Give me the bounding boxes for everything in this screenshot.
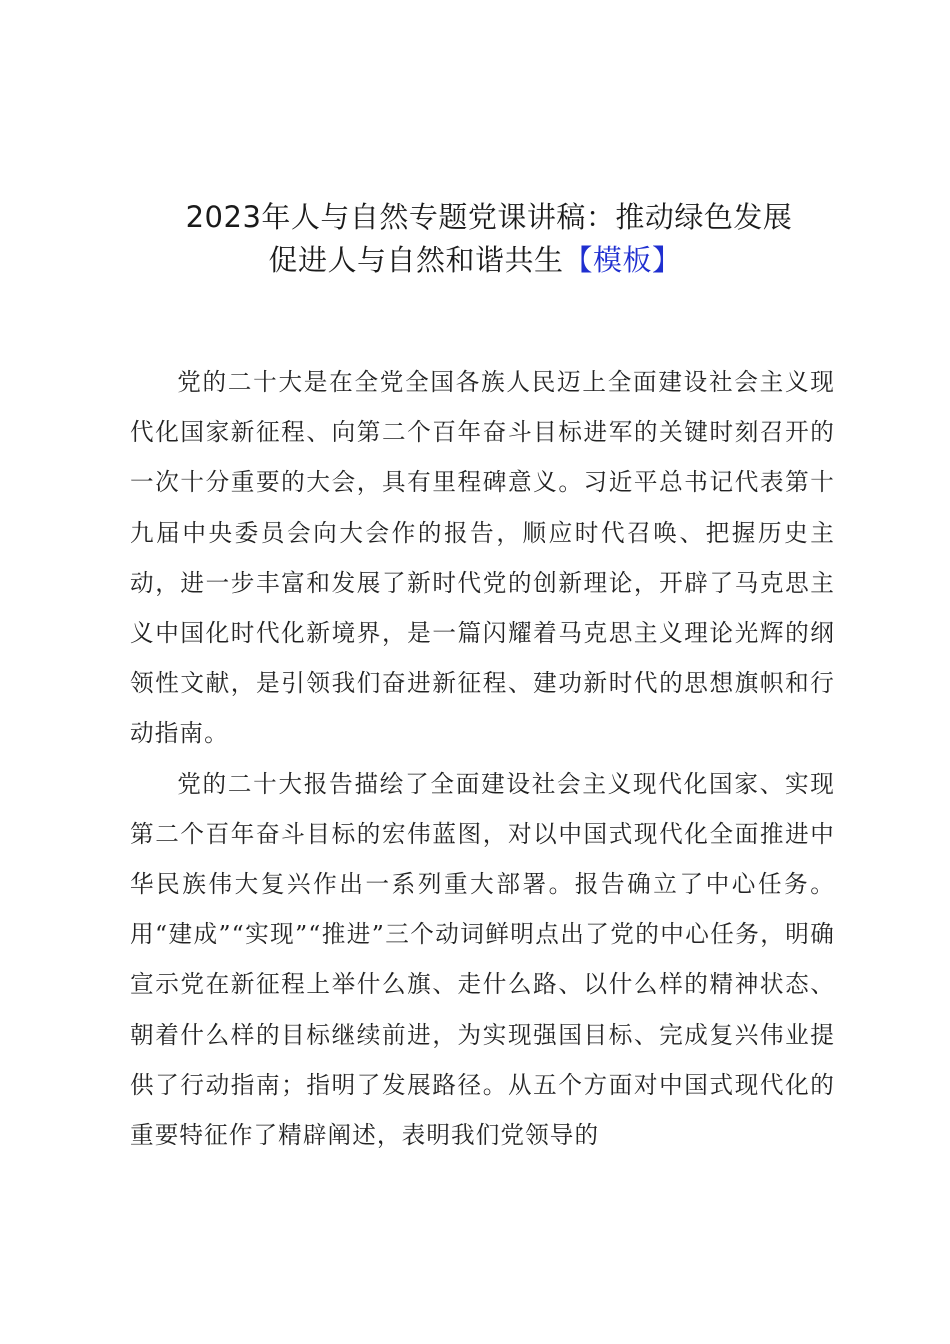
title-line-2-text: 促进人与自然和谐共生	[268, 243, 564, 277]
template-tag: 【模板】	[563, 243, 682, 277]
paragraph-2: 党的二十大报告描绘了全面建设社会主义现代化国家、实现第二个百年奋斗目标的宏伟蓝图，对以中国式现代化全面推进中华民族伟大复兴作出一系列重大部署。报告确立了中心任务。用“建成”“实现”“推进”三个动词鲜明点出了党的中心任务，明确宣示党在新征程上举什么旗、走什么路、以什么样的精神状态、朝着什么样的目标继续前进，为实现强国目标、完成复兴伟业提供了行动指南；指明了发展路径。从五个方面对中国式现代化的重要特征作了精辟阐述，表明我们党领导的	[130, 769, 835, 1150]
paragraph-1: 党的二十大是在全党全国各族人民迈上全面建设社会主义现代化国家新征程、向第二个百年奋斗目标进军的关键时刻召开的一次十分重要的大会，具有里程碑意义。习近平总书记代表第十九届中央委员会向大会作的报告，顺应时代召唤、把握历史主动，进一步丰富和发展了新时代党的创新理论，开辟了马克思主义中国化时代化新境界，是一篇闪耀着马克思主义理论光辉的纲领性文献，是引领我们奋进新征程、建功新时代的思想旗帜和行动指南。	[130, 368, 835, 748]
title-line-2	[120, 239, 830, 282]
document-body	[130, 357, 835, 1160]
document-title	[120, 196, 830, 282]
title-line-1: 2023年人与自然专题党课讲稿：推动绿色发展	[185, 200, 793, 234]
